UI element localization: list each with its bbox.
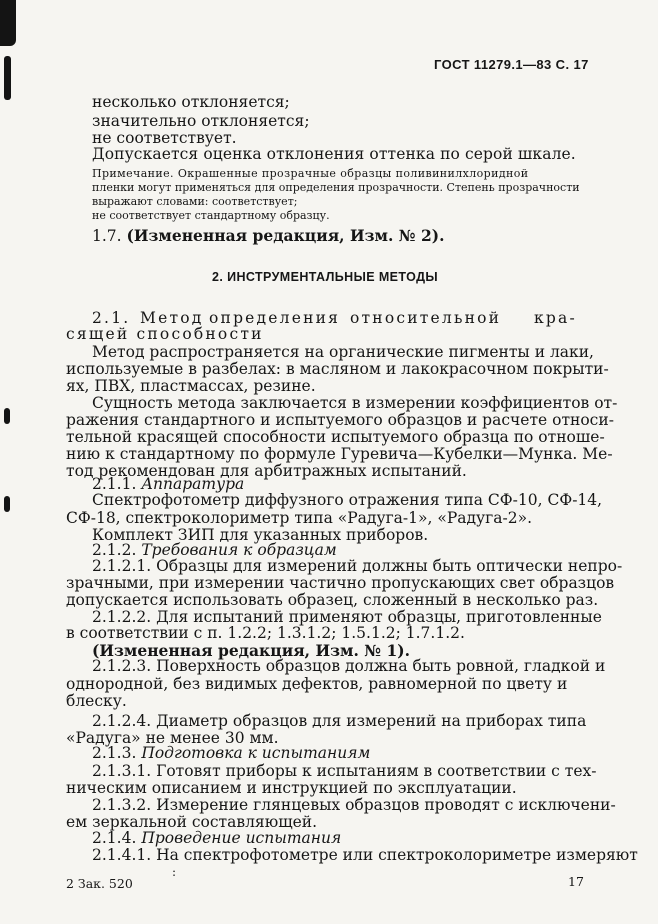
subsection-title: Аппаратура (141, 475, 245, 493)
subsection-heading (92, 746, 370, 762)
text-line: ем зеркальной составляющей. (66, 813, 318, 831)
text-line: СФ-18, спектроколориметр типа «Радуга-1», «Радуга-2». (66, 509, 533, 527)
method-heading-word: определения (209, 309, 341, 327)
text-line: 2.1.2.2. Для испытаний применяют образцы, приготовленные (92, 608, 602, 626)
page-header: ГОСТ 11279.1—83 С. 17 (434, 57, 589, 72)
text-line: тельной красящей способности испытуемого образца по отноше- (66, 428, 605, 446)
text-line: допускается использовать образец, сложенный в несколько раз. (66, 591, 599, 609)
text-line: 2.1.2.1. Образцы для измерений должны быть оптически непро- (92, 557, 623, 575)
text-line: однородной, без видимых дефектов, равномерной по цвету и (66, 675, 568, 693)
method-heading-word: кра- (534, 309, 577, 327)
text-line: тод рекомендован для арбитражных испытаний. (66, 462, 467, 480)
item-number: 2.1.3. (92, 744, 137, 762)
subsection-title: Проведение испытания (141, 829, 342, 847)
method-heading-word: Метод (140, 309, 204, 327)
text-line: ражения стандартного и испытуемого образцов и расчете относи- (66, 411, 614, 429)
text-line: значительно отклоняется; (92, 112, 310, 130)
edition-note (92, 228, 445, 245)
text-line: блеску. (66, 692, 127, 710)
edition-note: (Измененная редакция, Изм. № 1). (92, 641, 410, 660)
text-line: Сущность метода заключается в измерении коэффициентов от- (92, 394, 618, 412)
text-line: ях, ПВХ, пластмассах, резине. (66, 377, 316, 395)
subsection-title: Требования к образцам (141, 541, 337, 559)
item-number: 1.7. (92, 227, 122, 245)
binding-mark-middle (4, 408, 10, 424)
text-line: 2.1.2.4. Диаметр образцов для измерений на приборах типа (92, 712, 587, 730)
note-line: пленки могут применяться для определения прозрачности. Степень прозрачности (92, 181, 580, 194)
binding-mark-top (0, 0, 16, 46)
text-line: Спектрофотометр диффузного отражения типа СФ-10, СФ-14, (92, 491, 603, 509)
note-line: не соответствует стандартному образцу. (92, 209, 330, 222)
text-line: Комплект ЗИП для указанных приборов. (92, 526, 429, 544)
text-line: ническим описанием и инструкцией по эксплуатации. (66, 779, 517, 797)
footer-order: 2 Зак. 520 (66, 876, 133, 891)
text-line: Допускается оценка отклонения оттенка по серой шкале. (92, 145, 576, 163)
text-line: 2.1.3.2. Измерение глянцевых образцов проводят с исключени- (92, 796, 616, 814)
text-line: несколько отклоняется; (92, 93, 290, 111)
text-line: 2.1.2.3. Поверхность образцов должна быть ровной, гладкой и (92, 657, 606, 675)
item-number: 2.1.4. (92, 829, 137, 847)
text-line: 2.1.3.1. Готовят приборы к испытаниям в соответствии с тех- (92, 762, 597, 780)
text-line: 2.1.4.1. На спектрофотометре или спектроколориметре измеряют (92, 846, 638, 864)
page-number: 17 (568, 874, 584, 889)
item-number: 2.1.2. (92, 541, 137, 559)
print-speck: : (172, 865, 177, 879)
binding-mark-lower (4, 496, 10, 512)
edition-text: (Измененная редакция, Изм. № 2). (126, 226, 445, 245)
note-line: Примечание. Окрашенные прозрачные образцы поливинилхлоридной (92, 167, 529, 180)
text-line: используемые в разбелах: в масляном и лакокрасочном покрыти- (66, 360, 609, 378)
text-line: Метод распространяется на органические пигменты и лаки, (92, 343, 594, 361)
text-line: «Радуга» не менее 30 мм. (66, 729, 279, 747)
method-heading-word: относительной (350, 309, 502, 327)
note-line: выражают словами: соответствует; (92, 195, 298, 208)
subsection-heading (92, 831, 341, 847)
subsection-title: Подготовка к испытаниям (141, 744, 371, 762)
method-heading-line: сящей способности (66, 325, 264, 343)
text-line: зрачными, при измерении частично пропускающих свет образцов (66, 574, 615, 592)
binding-mark-upper (4, 56, 11, 100)
text-line: нию к стандартному по формуле Гуревича—Кубелки—Мунка. Ме- (66, 445, 613, 463)
item-number: 2.1.1. (92, 475, 137, 493)
item-number: 2.1. (92, 309, 131, 327)
text-line: в соответствии с п. 1.2.2; 1.3.1.2; 1.5.1.2; 1.7.1.2. (66, 624, 465, 642)
section-title: 2. ИНСТРУМЕНТАЛЬНЫЕ МЕТОДЫ (212, 270, 439, 284)
text-line: не соответствует. (92, 129, 237, 147)
